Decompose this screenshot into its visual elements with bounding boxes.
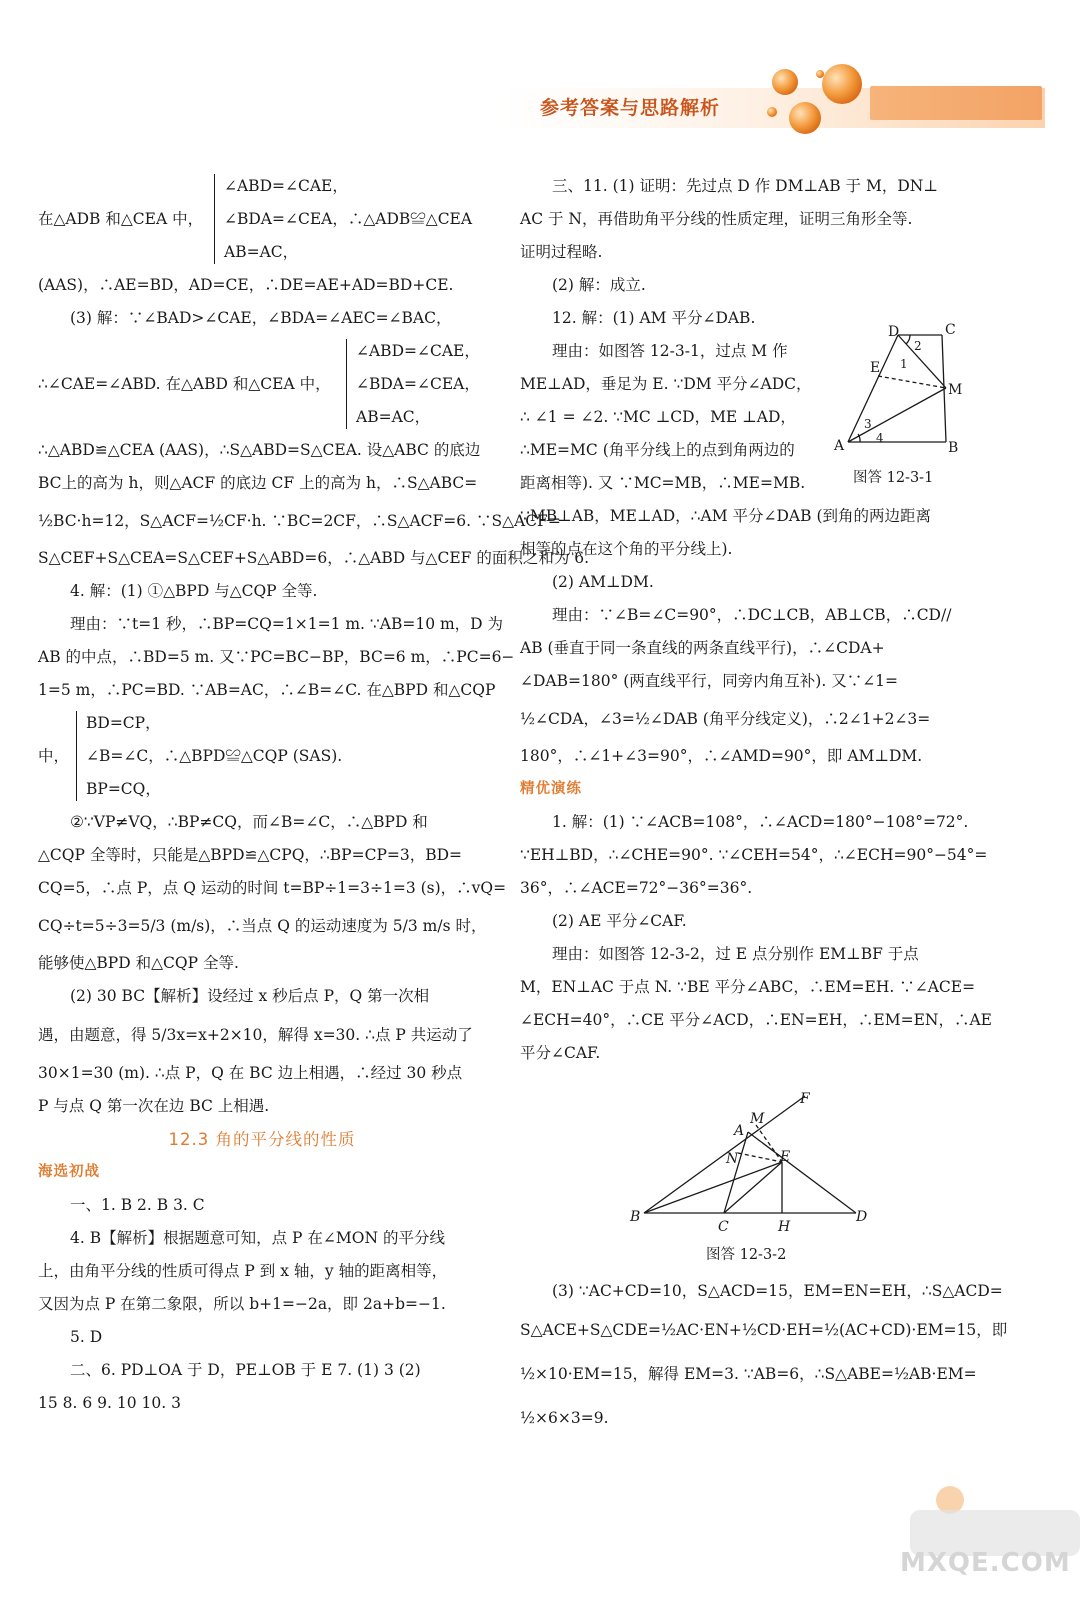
fig1-label: 3 xyxy=(864,417,872,431)
watermark-text: MXQE.COM xyxy=(900,1548,1071,1578)
text-line: 理由：∵t=1 秒，∴BP=CQ=1×1=1 m. ∵AB=10 m，D 为 xyxy=(70,615,504,633)
fig1-label: M xyxy=(948,382,963,398)
watermark-logo-icon xyxy=(900,1470,1090,1600)
brace-mark xyxy=(346,339,353,429)
text-line: 5. D xyxy=(70,1328,103,1346)
orange-balls-icon xyxy=(760,60,870,140)
header-title: 参考答案与思路解析 xyxy=(540,97,721,119)
text-line: ½×6×3=9. xyxy=(520,1409,609,1427)
text-line: AB 的中点，∴BD=5 m. 又∵PC=BC−BP，BC=6 m，∴PC=6− xyxy=(38,648,515,666)
fig1-label: E xyxy=(870,360,881,376)
text-line: (3) 解：∵∠BAD>∠CAE，∠BDA=∠AEC=∠BAC， xyxy=(70,309,452,327)
fig1-label: B xyxy=(948,440,959,456)
fig2-label: C xyxy=(718,1219,729,1235)
text-line: CQ÷t=5÷3=5/3 (m/s)，∴当点 Q 的运动速度为 5/3 m/s 时， xyxy=(38,917,487,935)
text-line: ∠ECH=40°，∴CE 平分∠ACD，∴EN=EH，∴EM=EN，∴AE xyxy=(520,1011,992,1029)
text-line: ∵EH⊥BD，∴∠CHE=90°. ∵∠CEH=54°，∴∠ECH=90°−54°= xyxy=(520,846,988,864)
text-line: (2) 解：成立. xyxy=(552,276,646,294)
text-line: 36°，∴∠ACE=72°−36°=36°. xyxy=(520,879,753,897)
figure-12-3-1 xyxy=(830,320,970,460)
text-line: 4. 解：(1) ①△BPD 与△CQP 全等. xyxy=(70,582,318,600)
text-line: 理由：如图答 12-3-2，过 E 点分别作 EM⊥BF 于点 xyxy=(552,945,919,963)
section-title: 12.3 角的平分线的性质 xyxy=(168,1130,356,1149)
brace-system-1 xyxy=(38,170,486,269)
brace-item: ∠ABD=∠CAE， xyxy=(224,177,348,195)
brace-mark xyxy=(214,174,221,264)
text-line: BC上的高为 h，则△ACF 的底边 CF 上的高为 h，∴S△ABC= xyxy=(38,474,478,492)
text-line: 理由：如图答 12-3-1，过点 M 作 xyxy=(552,342,788,360)
text-line: ∴△ABD≌△CEA (AAS)，∴S△ABD=S△CEA. 设△ABC 的底边 xyxy=(38,441,481,459)
section-tag: 海选初战 xyxy=(38,1164,100,1180)
figure-caption: 图答 12-3-1 xyxy=(853,470,934,486)
fig2-label: H xyxy=(778,1219,791,1235)
text-line: ∠DAB=180° (两直线平行，同旁内角互补). 又∵∠1= xyxy=(520,672,899,690)
text-line: (AAS)，∴AE=BD，AD=CE，∴DE=AE+AD=BD+CE. xyxy=(38,276,454,294)
right-column xyxy=(520,170,992,1070)
text-line: (3) ∵AC+CD=10，S△ACD=15，EM=EN=EH，∴S△ACD= xyxy=(552,1282,1003,1300)
brace-item: ∠BDA=∠CEA， xyxy=(356,375,480,393)
text-line: 180°，∴∠1+∠3=90°，∴∠AMD=90°，即 AM⊥DM. xyxy=(520,747,923,765)
text-line: 能够使△BPD 和△CQP 全等. xyxy=(38,954,239,972)
text-line: 三、11. (1) 证明：先过点 D 作 DM⊥AB 于 M，DN⊥ xyxy=(552,177,938,195)
fig1-label: 1 xyxy=(900,357,908,371)
text-line: 30×1=30 (m). ∴点 P，Q 在 BC 边上相遇，∴经过 30 秒点 xyxy=(38,1064,463,1082)
fig1-label: A xyxy=(834,438,845,454)
text-line: ½BC·h=12，S△ACF=½CF·h. ∵BC=2CF，∴S△ACF=6. ∵S△ACF= xyxy=(38,512,561,530)
text-line: 证明过程略. xyxy=(520,243,603,261)
brace-prefix: 在△ADB 和△CEA 中， xyxy=(38,210,204,228)
text-line: 1. 解：(1) ∵∠ACB=108°，∴∠ACD=180°−108°=72°. xyxy=(552,813,969,831)
figure-12-3-2 xyxy=(620,1085,880,1235)
brace-item: BD=CP， xyxy=(86,714,161,732)
text-line: 又因为点 P 在第二象限，所以 b+1=−2a，即 2a+b=−1. xyxy=(38,1295,446,1313)
fig1-label: C xyxy=(945,322,956,338)
fig2-label: B xyxy=(630,1209,641,1225)
brace-item: ∠ABD=∠CAE， xyxy=(356,342,480,360)
fig2-label: A xyxy=(734,1123,745,1139)
fig1-label: D xyxy=(888,324,900,340)
brace-item: ∠B=∠C，∴△BPD≌△CQP (SAS). xyxy=(86,747,343,765)
text-line: 上，由角平分线的性质可得点 P 到 x 轴，y 轴的距离相等， xyxy=(38,1262,448,1280)
brace-item: ∠BDA=∠CEA，∴△ADB≌△CEA xyxy=(224,210,473,228)
figure-caption: 图答 12-3-2 xyxy=(706,1247,787,1263)
text-line: 遇，由题意，得 5/3x=x+2×10，解得 x=30. ∴点 P 共运动了 xyxy=(38,1026,473,1044)
text-line: (2) AE 平分∠CAF. xyxy=(552,912,687,930)
text-line: ∴ ∠1 = ∠2. ∵MC ⊥CD，ME ⊥AD， xyxy=(520,408,796,426)
text-line: 一、1. B 2. B 3. C xyxy=(70,1196,205,1214)
brace-prefix: ∴∠CAE=∠ABD. 在△ABD 和△CEA 中， xyxy=(38,375,331,393)
fig2-label: M xyxy=(750,1111,765,1127)
text-line: AB (垂直于同一条直线的两条直线平行)，∴∠CDA+ xyxy=(520,639,885,657)
fig2-label: D xyxy=(856,1209,868,1225)
text-line: 12. 解：(1) AM 平分∠DAB. xyxy=(552,309,756,327)
text-line: 理由：∵∠B=∠C=90°，∴DC⊥CB，AB⊥CB，∴CD// xyxy=(552,606,952,624)
text-line: ②∵VP≠VQ，∴BP≠CQ，而∠B=∠C，∴△BPD 和 xyxy=(70,813,428,831)
text-line: 平分∠CAF. xyxy=(520,1044,601,1062)
fig2-label: N xyxy=(726,1151,739,1167)
brace-system-2 xyxy=(38,335,486,434)
fig2-label: E xyxy=(780,1149,791,1165)
text-line: 二、6. PD⊥OA 于 D，PE⊥OB 于 E 7. (1) 3 (2) xyxy=(70,1361,421,1379)
text-line: ME⊥AD，垂足为 E. ∵DM 平分∠ADC， xyxy=(520,375,812,393)
text-line: △CQP 全等时，只能是△BPD≌△CPQ，∴BP=CP=3，BD= xyxy=(38,846,463,864)
text-line: ½×10·EM=15，解得 EM=3. ∵AB=6，∴S△ABE=½AB·EM= xyxy=(520,1365,977,1383)
fig2-label: F xyxy=(800,1091,810,1107)
brace-item: BP=CQ， xyxy=(86,780,161,798)
text-line: 15 8. 6 9. 10 10. 3 xyxy=(38,1394,181,1412)
text-line: ½∠CDA，∠3=½∠DAB (角平分线定义)，∴2∠1+2∠3= xyxy=(520,710,931,728)
text-line: S△ACE+S△CDE=½AC·EN+½CD·EH=½(AC+CD)·EM=15，即 xyxy=(520,1321,1008,1339)
text-line: S△CEF+S△CEA=S△CEF+S△ABD=6，∴△ABD 与△CEF 的面积之和为 6. xyxy=(38,549,590,567)
text-line: CQ=5，∴点 P，点 Q 运动的时间 t=BP÷1=3÷1=3 (s)，∴vQ= xyxy=(38,879,507,897)
right-column-lower xyxy=(520,1275,1008,1440)
brace-item: AB=AC， xyxy=(356,408,431,426)
fig1-label: 4 xyxy=(876,431,884,445)
text-line: (2) AM⊥DM. xyxy=(552,573,654,591)
text-line: (2) 30 BC【解析】设经过 x 秒后点 P，Q 第一次相 xyxy=(70,987,430,1005)
brace-prefix: 中， xyxy=(38,747,70,765)
brace-system-3 xyxy=(38,707,486,806)
text-line: ∵MB⊥AB，ME⊥AD，∴AM 平分∠DAB (到角的两边距离 xyxy=(520,507,931,525)
text-line: 4. B【解析】根据题意可知，点 P 在∠MON 的平分线 xyxy=(70,1229,445,1247)
text-line: 1=5 m，∴PC=BD. ∵AB=AC，∴∠B=∠C. 在△BPD 和△CQP xyxy=(38,681,496,699)
text-line: ∴ME=MC (角平分线上的点到角两边的 xyxy=(520,441,795,459)
text-line: 相等的点在这个角的平分线上). xyxy=(520,540,733,558)
text-line: P 与点 Q 第一次在边 BC 上相遇. xyxy=(38,1097,270,1115)
text-line: M，EN⊥AC 于点 N. ∵BE 平分∠ABC，∴EM=EH. ∵∠ACE= xyxy=(520,978,976,996)
text-line: AC 于 N，再借助角平分线的性质定理，证明三角形全等. xyxy=(520,210,913,228)
brace-mark xyxy=(76,711,83,801)
text-line: 距离相等). 又 ∵MC=MB，∴ME=MB. xyxy=(520,474,806,492)
header-bar xyxy=(870,86,1042,120)
fig1-label: 2 xyxy=(914,339,922,353)
section-tag: 精优演练 xyxy=(520,781,582,797)
brace-item: AB=AC， xyxy=(224,243,299,261)
